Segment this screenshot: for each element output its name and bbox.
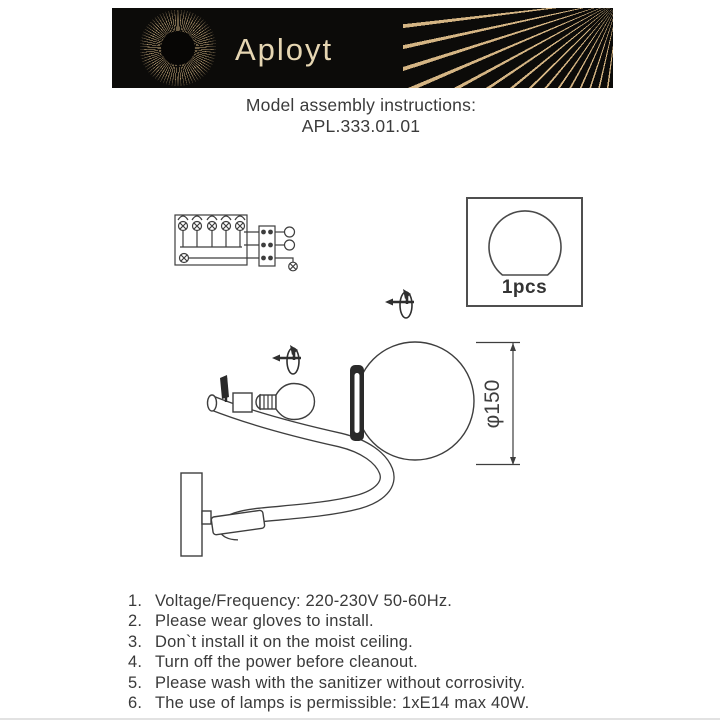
instruction-text: Don`t install it on the moist ceiling. — [155, 632, 413, 651]
bottom-lamp-symbol — [180, 254, 189, 263]
wiring-diagram — [172, 204, 307, 282]
arm-end-tongue — [211, 510, 265, 535]
brand-banner — [112, 8, 613, 88]
diameter-label: φ150 — [481, 379, 504, 429]
instruction-item — [128, 611, 628, 631]
lamp-symbols-row — [178, 216, 245, 231]
instruction-number: 3. — [128, 632, 143, 651]
instruction-item — [128, 693, 628, 713]
instruction-text: Please wash with the sanitizer without corrosivity. — [155, 673, 526, 692]
rays-decoration — [403, 8, 613, 88]
instruction-number: 5. — [128, 673, 143, 692]
instruction-item — [128, 591, 628, 611]
instruction-item — [128, 632, 628, 652]
instruction-number: 6. — [128, 694, 143, 713]
title-line-2: APL.333.01.01 — [301, 116, 421, 136]
instruction-text: Turn off the power before cleanout. — [155, 653, 418, 672]
wall-mount-plate — [181, 473, 211, 556]
instruction-text: Please wear gloves to install. — [155, 612, 374, 631]
brand-name: Aployt — [235, 32, 334, 67]
title-line-1: Model assembly instructions: — [245, 95, 477, 115]
instruction-number: 1. — [128, 592, 143, 610]
instruction-number: 4. — [128, 653, 143, 672]
instruction-text: The use of lamps is permissible: 1xE14 max 40W. — [155, 694, 530, 713]
glass-globe-drawing — [356, 342, 474, 460]
lamp-wires — [180, 231, 242, 248]
sunburst-logo-icon — [140, 10, 216, 86]
diameter-dimension — [476, 343, 520, 466]
globe-icon — [468, 199, 581, 281]
lamp-assembly-drawing — [180, 278, 525, 578]
terminal-block — [259, 226, 275, 266]
document-title — [0, 95, 720, 137]
instruction-text: Voltage/Frequency: 220-230V 50-60Hz. — [155, 592, 453, 610]
supply-wires — [189, 227, 298, 271]
instructions-list — [128, 591, 628, 713]
package-count-label: 1pcs — [501, 277, 548, 298]
instruction-number: 2. — [128, 612, 143, 631]
instruction-item — [128, 673, 628, 693]
screw-rotation-icon — [272, 345, 301, 374]
screw-rotation-icon — [385, 289, 414, 318]
globe-clamp-bracket — [350, 365, 364, 441]
instruction-item — [128, 652, 628, 672]
